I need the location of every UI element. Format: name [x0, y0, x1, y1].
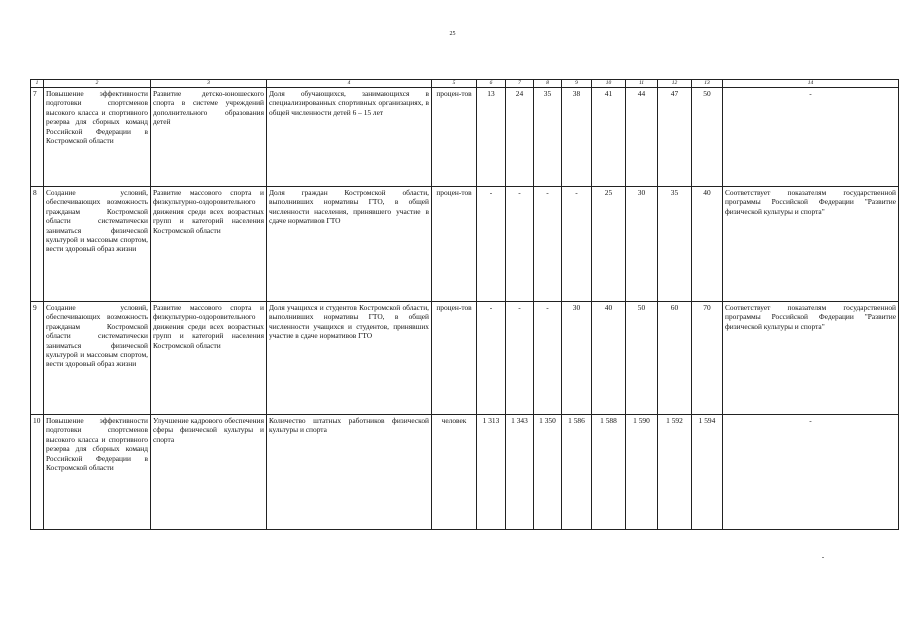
value-cell: - — [534, 302, 562, 415]
value-cell: - — [534, 187, 562, 302]
value-cell: 30 — [562, 302, 592, 415]
value-cell: - — [506, 302, 534, 415]
value-cell: 13 — [477, 88, 506, 187]
page-number: 25 — [449, 31, 456, 37]
value-cell: - — [506, 187, 534, 302]
task-cell: Улучшение кадрового обеспечения сферы физической культуры и спорта — [151, 415, 267, 530]
value-cell: - — [562, 187, 592, 302]
indicator-cell: Количество штатных работников физической культуры и спорта — [267, 415, 432, 530]
unit-cell: процен-тов — [432, 187, 477, 302]
value-cell: 70 — [692, 302, 723, 415]
table-row — [31, 88, 899, 187]
goal-cell: Повышение эффективности подготовки спортсменов высокого класса и спортивного резерва для сборных команд Российской Федерации в Костромской области — [44, 88, 151, 187]
value-cell: 24 — [506, 88, 534, 187]
value-cell: 30 — [626, 187, 658, 302]
value-cell: 1 588 — [592, 415, 626, 530]
indicator-cell: Доля учащихся и студентов Костромской области, выполнивших нормативы ГТО, в общей численности учащихся и студентов, принявших участие в сдаче нормативов ГТО — [267, 302, 432, 415]
value-cell: 38 — [562, 88, 592, 187]
value-cell: 25 — [592, 187, 626, 302]
header-cell: 9 — [562, 80, 592, 88]
goal-cell: Создание условий, обеспечивающих возможность гражданам Костромской области систематически заниматься физической культурой и массовым спортом, вести здоровый образ жизни — [44, 302, 151, 415]
value-cell: 1 586 — [562, 415, 592, 530]
value-cell: 1 590 — [626, 415, 658, 530]
table-row — [31, 187, 899, 302]
unit-cell: процен-тов — [432, 302, 477, 415]
value-cell: 40 — [592, 302, 626, 415]
task-cell: Развитие массового спорта и физкультурно-оздоровительного движения среди всех возрастных групп и категорий населения Костромской области — [151, 187, 267, 302]
header-cell: 12 — [658, 80, 692, 88]
header-cell: 8 — [534, 80, 562, 88]
indicator-cell: Доля граждан Костромской области, выполнивших нормативы ГТО, в общей численности населения, принявшего участие в сдаче нормативов ГТО — [267, 187, 432, 302]
value-cell: 1 343 — [506, 415, 534, 530]
value-cell: 50 — [692, 88, 723, 187]
value-cell: 40 — [692, 187, 723, 302]
value-cell: 41 — [592, 88, 626, 187]
value-cell: 60 — [658, 302, 692, 415]
header-cell: 3 — [151, 80, 267, 88]
value-cell: 50 — [626, 302, 658, 415]
header-cell: 14 — [723, 80, 899, 88]
row-number: 9 — [31, 302, 44, 415]
header-row — [31, 80, 899, 88]
header-cell: 1 — [31, 80, 44, 88]
header-cell: 5 — [432, 80, 477, 88]
note-cell: Соответствует показателям государственной программы Российской Федерации "Развитие физической культуры и спорта" — [723, 187, 899, 302]
unit-cell: человек — [432, 415, 477, 530]
indicator-cell: Доля обучающихся, занимающихся в специализированных спортивных организациях, в общей численности детей 6 – 15 лет — [267, 88, 432, 187]
note-cell: - — [723, 415, 899, 530]
value-cell: 44 — [626, 88, 658, 187]
goal-cell: Создание условий, обеспечивающих возможность гражданам Костромской области систематически заниматься физической культурой и массовым спортом, вести здоровый образ жизни — [44, 187, 151, 302]
value-cell: 1 350 — [534, 415, 562, 530]
header-cell: 2 — [44, 80, 151, 88]
header-cell: 6 — [477, 80, 506, 88]
note-cell: - — [723, 88, 899, 187]
value-cell: 1 592 — [658, 415, 692, 530]
row-number: 10 — [31, 415, 44, 530]
header-cell: 7 — [506, 80, 534, 88]
task-cell: Развитие детско-юношеского спорта в системе учреждений дополнительного образования детей — [151, 88, 267, 187]
unit-cell: процен-тов — [432, 88, 477, 187]
note-cell: Соответствует показателям государственной программы Российской Федерации "Развитие физической культуры и спорта" — [723, 302, 899, 415]
value-cell: 35 — [658, 187, 692, 302]
value-cell: 1 594 — [692, 415, 723, 530]
header-cell: 4 — [267, 80, 432, 88]
value-cell: - — [477, 302, 506, 415]
value-cell: 35 — [534, 88, 562, 187]
scan-artifact — [822, 557, 824, 558]
row-number: 7 — [31, 88, 44, 187]
value-cell: 1 313 — [477, 415, 506, 530]
header-cell: 13 — [692, 80, 723, 88]
value-cell: - — [477, 187, 506, 302]
indicators-table — [30, 79, 899, 530]
header-cell: 10 — [592, 80, 626, 88]
row-number: 8 — [31, 187, 44, 302]
goal-cell: Повышение эффективности подготовки спортсменов высокого класса и спортивного резерва для сборных команд Российской Федерации в Костромской области — [44, 415, 151, 530]
table-row — [31, 302, 899, 415]
header-cell: 11 — [626, 80, 658, 88]
value-cell: 47 — [658, 88, 692, 187]
table-row — [31, 415, 899, 530]
task-cell: Развитие массового спорта и физкультурно-оздоровительного движения среди всех возрастных групп и категорий населения Костромской области — [151, 302, 267, 415]
